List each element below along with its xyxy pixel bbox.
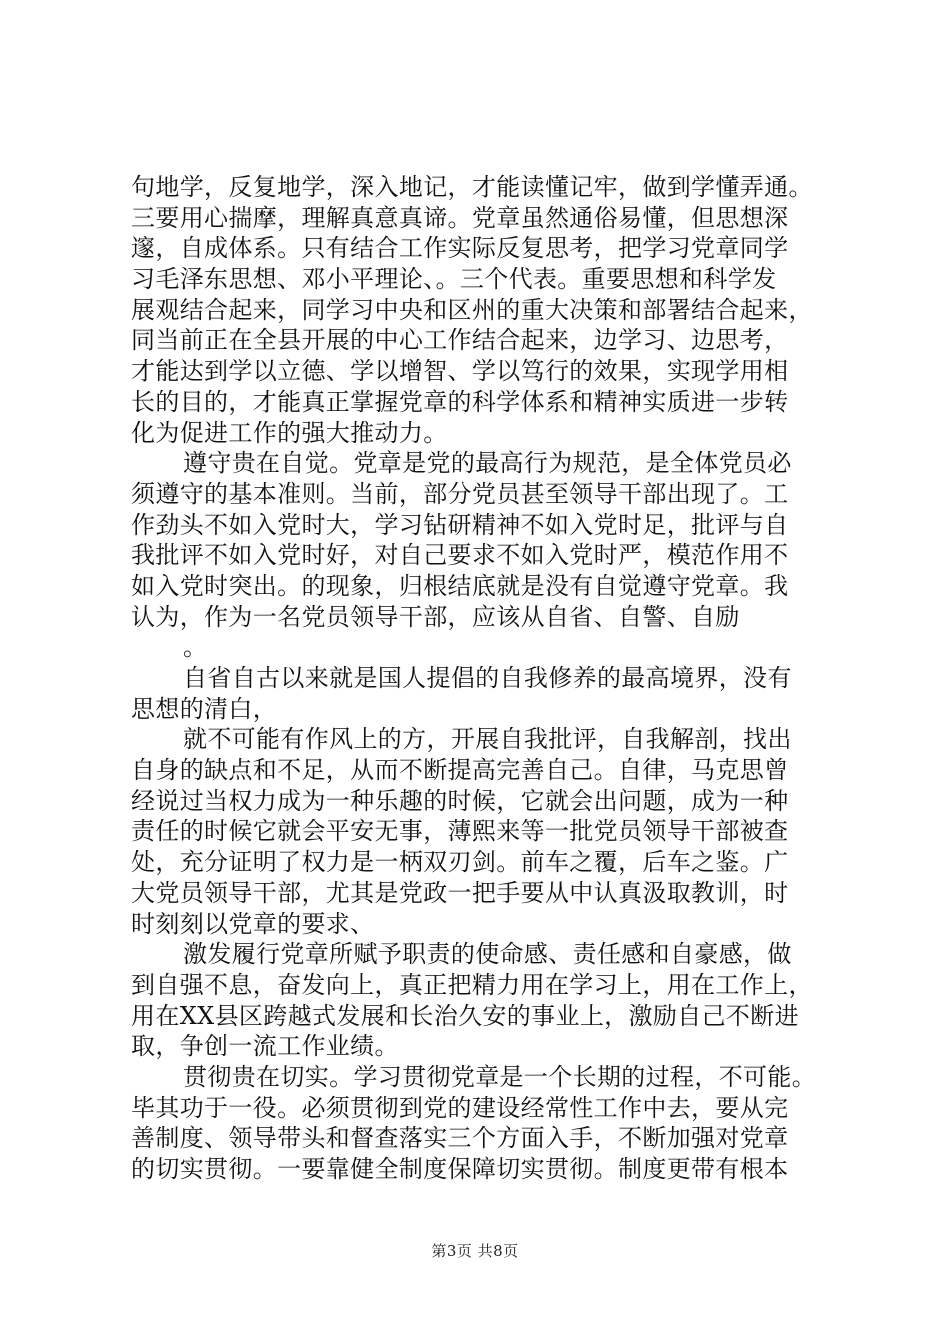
text-line: 句地学，反复地学，深入地记，才能读懂记牢，做到学懂弄通。 bbox=[131, 173, 813, 201]
text-line: 才能达到学以立德、学以增智、学以笃行的效果，实现学用相 bbox=[131, 357, 789, 386]
text-line: 自身的缺点和不足，从而不断提高完善自己。自律，马克思曾 bbox=[131, 756, 789, 785]
text-line: 大党员领导干部，尤其是党政一把手要从中认真汲取教训，时 bbox=[131, 878, 789, 907]
text-line: 须遵守的基本准则。当前，部分党员甚至领导干部出现了。工 bbox=[131, 479, 789, 508]
text-line: 。 bbox=[183, 633, 208, 662]
text-line: 邃，自成体系。只有结合工作实际反复思考，把学习党章同学 bbox=[131, 234, 789, 263]
text-line: 遵守贵在自觉。党章是党的最高行为规范，是全体党员必 bbox=[183, 449, 792, 478]
text-line: 经说过当权力成为一种乐趣的时候，它就会出问题，成为一种 bbox=[131, 786, 789, 815]
text-line: 贯彻贵在切实。学习贯彻党章是一个长期的过程，不可能。 bbox=[183, 1062, 817, 1091]
text-line: 取，争创一流工作业绩。 bbox=[131, 1032, 399, 1061]
text-line: 毕其功于一役。必须贯彻到党的建设经常性工作中去，要从完 bbox=[131, 1093, 789, 1122]
text-line: 同当前正在全县开展的中心工作结合起来，边学习、边思考， bbox=[131, 326, 789, 355]
text-line: 到自强不息，奋发向上，真正把精力用在学习上，用在工作上， bbox=[131, 970, 813, 999]
text-line: 认为，作为一名党员领导干部，应该从自省、自警、自励 bbox=[131, 602, 740, 631]
document-body bbox=[131, 172, 831, 1185]
text-line: 用在XX县区跨越式发展和长治久安的事业上，激励自己不断进 bbox=[131, 1001, 799, 1030]
text-line: 我批评不如入党时好，对自己要求不如入党时严，模范作用不 bbox=[131, 541, 789, 570]
text-line: 处，充分证明了权力是一柄双刃剑。前车之覆，后车之鉴。广 bbox=[131, 848, 789, 877]
text-line: 善制度、领导带头和督查落实三个方面入手，不断加强对党章 bbox=[131, 1124, 789, 1153]
text-line: 展观结合起来，同学习中央和区州的重大决策和部署结合起来， bbox=[131, 295, 813, 324]
text-line: 思想的清白， bbox=[131, 694, 278, 723]
text-line: 的切实贯彻。一要靠健全制度保障切实贯彻。制度更带有根本 bbox=[131, 1155, 789, 1183]
text-line: 责任的时候它就会平安无事，薄熙来等一批党员领导干部被查 bbox=[131, 817, 789, 846]
text-line: 三要用心揣摩，理解真意真谛。党章虽然通俗易懂，但思想深 bbox=[131, 203, 789, 232]
text-line: 如入党时突出。的现象，归根结底就是没有自觉遵守党章。我 bbox=[131, 571, 789, 600]
text-line: 长的目的，才能真正掌握党章的科学体系和精神实质进一步转 bbox=[131, 387, 789, 416]
text-line: 习毛泽东思想、邓小平理论、。三个代表。重要思想和科学发 bbox=[131, 265, 777, 294]
text-line: 时刻刻以党章的要求、 bbox=[131, 909, 375, 938]
text-line: 激发履行党章所赋予职责的使命感、责任感和自豪感，做 bbox=[183, 940, 792, 969]
page-footer: 第3页 共8页 bbox=[431, 1242, 519, 1260]
text-line: 化为促进工作的强大推动力。 bbox=[131, 418, 448, 447]
text-line: 就不可能有作风上的方，开展自我批评，自我解剖，找出 bbox=[183, 725, 792, 754]
text-line: 自省自古以来就是国人提倡的自我修养的最高境界，没有 bbox=[183, 664, 792, 692]
text-line: 作劲头不如入党时大，学习钻研精神不如入党时足，批评与自 bbox=[131, 510, 789, 539]
